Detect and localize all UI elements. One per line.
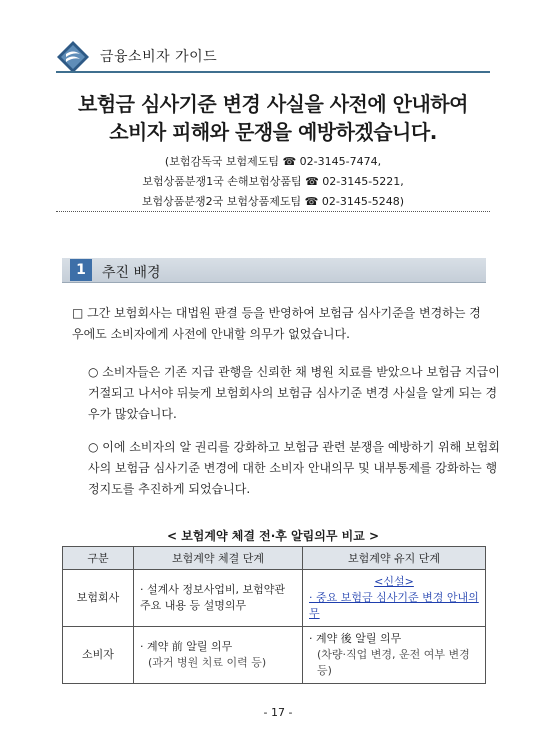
table-cell [303, 627, 486, 684]
table-cell-subtext: (과거 병원 치료 이력 등) [148, 656, 267, 669]
table-header-cell: 보험계약 체결 단계 [134, 547, 303, 570]
guide-label: 금융소비자 가이드 [100, 49, 218, 65]
paragraph-background: □ 그간 보험회사는 대법원 판결 등을 반영하여 보험금 심사기준을 변경하는 경우에도 소비자에게 사전에 안내할 의무가 없었습니다. [72, 306, 481, 341]
table-cell-text: · 중요 보험금 심사기준 변경 안내의무 [309, 591, 479, 620]
table-cell-subtext: (차량·직업 변경, 운전 여부 변경 등) [317, 648, 470, 677]
company-logo-icon [56, 40, 90, 74]
contact-line: 보험상품분쟁2국 보험상품제도팀 ☎ 02-3145-5248) [141, 195, 405, 208]
comparison-table [62, 546, 486, 684]
document-title-line2: 소비자 피해와 문쟁을 예방하겠습니다. [109, 120, 437, 144]
paragraph-bullet-1: ○ 소비자들은 기존 지급 관행을 신뢰한 채 병원 치료를 받았으나 보험금 지급이 거절되고 나서야 뒤늦게 보험회사의 보험금 심사기준 변경 사실을 알게 되는 경우가 많았습니다. [88, 365, 500, 421]
contact-line: 보험상품분쟁1국 손해보험상품팀 ☎ 02-3145-5221, [142, 175, 404, 188]
dotted-divider [56, 211, 490, 212]
table-cell-text: · 계약 後 알릴 의무 [309, 632, 402, 645]
contact-info [56, 152, 490, 212]
row-label: 보험회사 [63, 570, 134, 627]
section-title: 추진 배경 [102, 265, 161, 281]
new-tag: <신설> [374, 575, 414, 588]
contact-line: (보험감독국 보험제도팀 ☎ 02-3145-7474, [164, 155, 382, 168]
section-number: 1 [70, 259, 92, 281]
table-header-cell: 보험계약 유지 단계 [303, 547, 486, 570]
page-number: - 17 - [263, 706, 293, 719]
table-cell: · 설계사 정보사업비, 보험약관 주요 내용 등 설명의무 [134, 570, 303, 627]
table-header-cell: 구분 [63, 547, 134, 570]
table-cell-text: · 계약 前 알릴 의무 [140, 640, 233, 653]
row-label: 소비자 [63, 627, 134, 684]
table-cell [303, 570, 486, 627]
paragraph-bullet-2: ○ 이에 소비자의 알 권리를 강화하고 보험금 관련 분쟁을 예방하기 위해 보험회사의 보험금 심사기준 변경에 대한 소비자 안내의무 및 내부통제를 강화하는 행정지도를 추진하게 되었습니다. [88, 440, 500, 496]
table-row [63, 627, 486, 684]
table-cell [134, 627, 303, 684]
document-title-line1: 보험금 심사기준 변경 사실을 사전에 안내하여 [78, 92, 468, 116]
table-title: < 보험계약 체결 전·후 알림의무 비교 > [166, 529, 380, 543]
header-divider [56, 71, 490, 73]
table-row [63, 570, 486, 627]
table-header-row [63, 547, 486, 570]
